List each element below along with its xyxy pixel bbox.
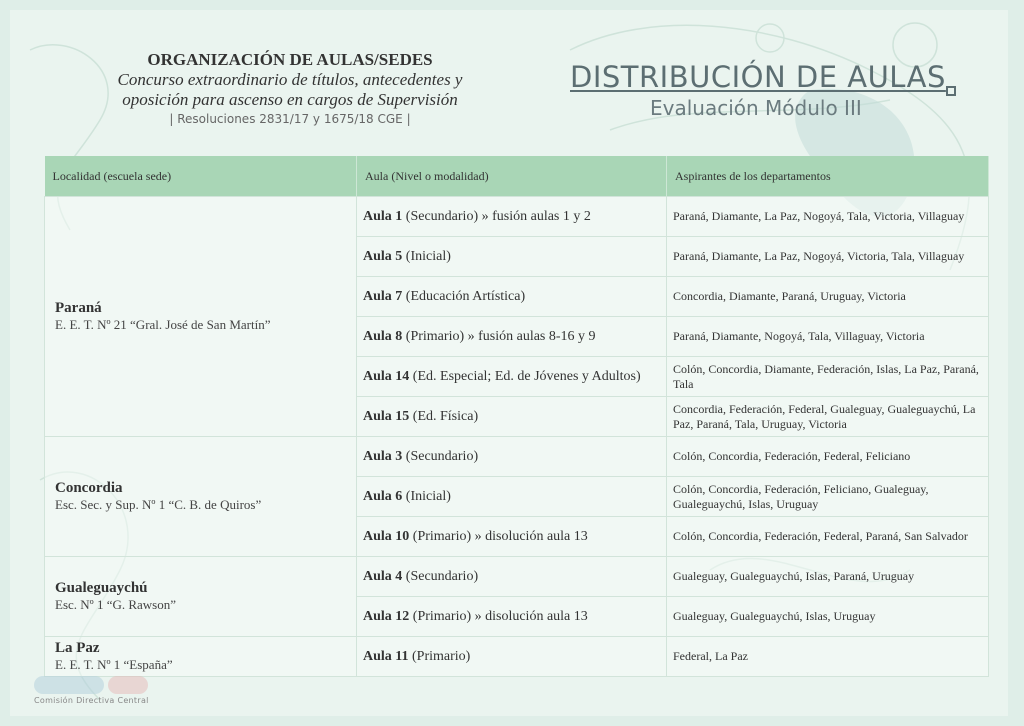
- aspirantes-cell: Colón, Concordia, Federación, Federal, Paraná, San Salvador: [667, 517, 989, 557]
- logo-caption: Comisión Directiva Central: [34, 696, 149, 705]
- contest-subtitle-line1: Concurso extraordinario de títulos, antecedentes y: [117, 70, 463, 89]
- aula-number: Aula 10: [363, 528, 410, 544]
- aula-number: Aula 7: [363, 288, 403, 304]
- aula-number: Aula 8: [363, 328, 403, 344]
- aspirantes-cell: Paraná, Diamante, La Paz, Nogoyá, Victoria, Tala, Villaguay: [667, 237, 989, 277]
- aula-cell: [357, 637, 667, 677]
- aula-cell: [357, 357, 667, 397]
- aula-cell: [357, 557, 667, 597]
- organization-title: ORGANIZACIÓN DE AULAS/SEDES: [147, 50, 433, 69]
- aula-detail: (Inicial): [402, 248, 451, 264]
- sede-cell-parana: [45, 197, 357, 437]
- aula-number: Aula 14: [363, 368, 410, 384]
- aula-detail: (Primario): [408, 648, 471, 664]
- aspirantes-cell: Colón, Concordia, Federación, Feliciano, Gualeguay, Gualeguaychú, Islas, Uruguay: [667, 477, 989, 517]
- aula-cell: [357, 237, 667, 277]
- sede-school: Esc. Nº 1 “G. Rawson”: [55, 597, 177, 612]
- sede-cell-la-paz: [45, 637, 357, 677]
- table-row: [45, 197, 989, 237]
- aspirantes-cell: Gualeguay, Gualeguaychú, Islas, Uruguay: [667, 597, 989, 637]
- aspirantes-cell: Gualeguay, Gualeguaychú, Islas, Paraná, Uruguay: [667, 557, 989, 597]
- aula-number: Aula 11: [363, 648, 409, 664]
- aspirantes-cell: Concordia, Federación, Federal, Gualeguay, Gualeguaychú, La Paz, Paraná, Tala, Uruguay, Victoria: [667, 397, 989, 437]
- aula-detail: (Secundario) » fusión aulas 1 y 2: [402, 208, 591, 224]
- resolutions: | Resoluciones 2831/17 y 1675/18 CGE |: [169, 112, 411, 126]
- table-row: [45, 637, 989, 677]
- aula-detail: (Ed. Especial; Ed. de Jóvenes y Adultos): [409, 368, 641, 384]
- aula-number: Aula 3: [363, 448, 403, 464]
- sede-school: E. E. T. Nº 21 “Gral. José de San Martín”: [55, 317, 271, 332]
- classroom-table: [44, 156, 989, 677]
- aula-cell: [357, 277, 667, 317]
- aula-detail: (Educación Artística): [402, 288, 526, 304]
- aula-number: Aula 5: [363, 248, 403, 264]
- contest-subtitle-line2: oposición para ascenso en cargos de Supervisión: [122, 90, 458, 109]
- aula-cell: [357, 437, 667, 477]
- aula-number: Aula 15: [363, 408, 410, 424]
- aula-detail: (Primario) » fusión aulas 8-16 y 9: [402, 328, 596, 344]
- page-title: DISTRIBUCIÓN DE AULAS: [570, 60, 946, 94]
- sede-city: Concordia: [55, 480, 123, 496]
- header-localidad: Localidad (escuela sede): [45, 156, 357, 197]
- aula-cell: [357, 477, 667, 517]
- aula-detail: (Ed. Física): [409, 408, 479, 424]
- sede-school: Esc. Sec. y Sup. Nº 1 “C. B. de Quiros”: [55, 497, 262, 512]
- aula-detail: (Primario) » disolución aula 13: [409, 608, 588, 624]
- header-left: [80, 50, 500, 126]
- sede-city: La Paz: [55, 640, 100, 656]
- aula-detail: (Primario) » disolución aula 13: [409, 528, 588, 544]
- aspirantes-cell: Federal, La Paz: [667, 637, 989, 677]
- table-row: [45, 557, 989, 597]
- aspirantes-cell: Paraná, Diamante, La Paz, Nogoyá, Tala, Victoria, Villaguay: [667, 197, 989, 237]
- aula-number: Aula 4: [363, 568, 403, 584]
- header-right: [570, 60, 970, 120]
- aula-number: Aula 1: [363, 208, 403, 224]
- aula-cell: [357, 597, 667, 637]
- organization-logo-icon: [28, 674, 178, 714]
- aula-cell: [357, 317, 667, 357]
- sede-school: E. E. T. Nº 1 “España”: [55, 657, 173, 672]
- aula-cell: [357, 517, 667, 557]
- header-aula: Aula (Nivel o modalidad): [357, 156, 667, 197]
- aula-detail: (Secundario): [402, 448, 479, 464]
- aula-cell: [357, 197, 667, 237]
- aula-detail: (Secundario): [402, 568, 479, 584]
- table-row: [45, 437, 989, 477]
- sede-cell-gualeguaychu: [45, 557, 357, 637]
- aula-number: Aula 12: [363, 608, 410, 624]
- aula-number: Aula 6: [363, 488, 403, 504]
- aspirantes-cell: Paraná, Diamante, Nogoyá, Tala, Villaguay, Victoria: [667, 317, 989, 357]
- aula-cell: [357, 397, 667, 437]
- aspirantes-cell: Colón, Concordia, Federación, Federal, Feliciano: [667, 437, 989, 477]
- document-page: [10, 10, 1008, 716]
- sede-city: Gualeguaychú: [55, 580, 148, 596]
- aula-detail: (Inicial): [402, 488, 451, 504]
- sede-city: Paraná: [55, 300, 102, 316]
- table-header-row: [45, 156, 989, 197]
- header-aspirantes: Aspirantes de los departamentos: [667, 156, 989, 197]
- sede-cell-concordia: [45, 437, 357, 557]
- aspirantes-cell: Concordia, Diamante, Paraná, Uruguay, Victoria: [667, 277, 989, 317]
- module-subtitle: Evaluación Módulo III: [650, 96, 862, 120]
- aspirantes-cell: Colón, Concordia, Diamante, Federación, Islas, La Paz, Paraná, Tala: [667, 357, 989, 397]
